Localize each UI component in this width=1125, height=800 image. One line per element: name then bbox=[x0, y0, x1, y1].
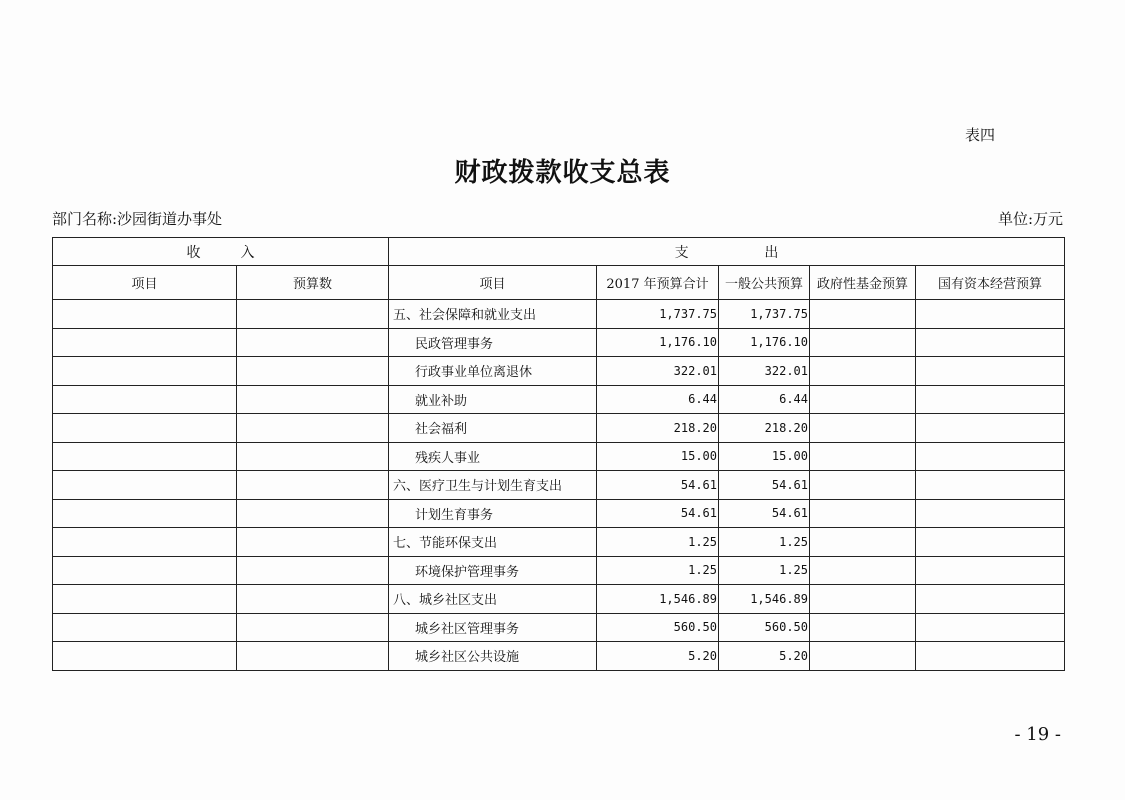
column-header-row bbox=[53, 266, 1065, 300]
general-public-cell: 54.61 bbox=[719, 471, 810, 500]
total-2017-cell: 5.20 bbox=[597, 642, 719, 671]
expense-item-cell: 七、节能环保支出 bbox=[389, 528, 597, 557]
general-public-cell: 1,176.10 bbox=[719, 328, 810, 357]
income-budget-cell bbox=[237, 642, 389, 671]
general-public-cell: 1,737.75 bbox=[719, 300, 810, 329]
table-row bbox=[53, 613, 1065, 642]
expense-item-cell: 行政事业单位离退休 bbox=[389, 357, 597, 386]
total-2017-cell: 1,737.75 bbox=[597, 300, 719, 329]
total-2017-cell: 322.01 bbox=[597, 357, 719, 386]
table-row bbox=[53, 642, 1065, 671]
state-capital-cell bbox=[916, 585, 1065, 614]
expense-item-cell: 城乡社区管理事务 bbox=[389, 613, 597, 642]
table-row bbox=[53, 585, 1065, 614]
state-capital-cell bbox=[916, 613, 1065, 642]
state-capital-cell bbox=[916, 442, 1065, 471]
income-group-header: 收 入 bbox=[53, 238, 389, 266]
income-item-cell bbox=[53, 556, 237, 585]
col-general-public: 一般公共预算 bbox=[719, 266, 810, 300]
state-capital-cell bbox=[916, 328, 1065, 357]
col-income-budget: 预算数 bbox=[237, 266, 389, 300]
general-public-cell: 322.01 bbox=[719, 357, 810, 386]
income-budget-cell bbox=[237, 556, 389, 585]
table-row bbox=[53, 300, 1065, 329]
general-public-cell: 15.00 bbox=[719, 442, 810, 471]
income-item-cell bbox=[53, 642, 237, 671]
expense-group-header: 支 出 bbox=[389, 238, 1065, 266]
total-2017-cell: 1.25 bbox=[597, 528, 719, 557]
table-row bbox=[53, 499, 1065, 528]
income-item-cell bbox=[53, 385, 237, 414]
gov-fund-cell bbox=[810, 528, 916, 557]
expense-item-cell: 环境保护管理事务 bbox=[389, 556, 597, 585]
income-item-cell bbox=[53, 328, 237, 357]
unit-label: 单位:万元 bbox=[997, 210, 1063, 228]
general-public-cell: 54.61 bbox=[719, 499, 810, 528]
gov-fund-cell bbox=[810, 357, 916, 386]
gov-fund-cell bbox=[810, 585, 916, 614]
income-item-cell bbox=[53, 442, 237, 471]
income-budget-cell bbox=[237, 385, 389, 414]
gov-fund-cell bbox=[810, 300, 916, 329]
state-capital-cell bbox=[916, 414, 1065, 443]
general-public-cell: 560.50 bbox=[719, 613, 810, 642]
total-2017-cell: 1,176.10 bbox=[597, 328, 719, 357]
total-2017-cell: 560.50 bbox=[597, 613, 719, 642]
expense-item-cell: 城乡社区公共设施 bbox=[389, 642, 597, 671]
expense-item-cell: 六、医疗卫生与计划生育支出 bbox=[389, 471, 597, 500]
income-budget-cell bbox=[237, 613, 389, 642]
col-total-2017: 2017 年预算合计 bbox=[597, 266, 719, 300]
income-budget-cell bbox=[237, 585, 389, 614]
table-row bbox=[53, 328, 1065, 357]
income-budget-cell bbox=[237, 528, 389, 557]
expense-item-cell: 民政管理事务 bbox=[389, 328, 597, 357]
expense-item-cell: 就业补助 bbox=[389, 385, 597, 414]
income-item-cell bbox=[53, 613, 237, 642]
income-item-cell bbox=[53, 528, 237, 557]
income-item-cell bbox=[53, 357, 237, 386]
expense-item-cell: 社会福利 bbox=[389, 414, 597, 443]
income-budget-cell bbox=[237, 471, 389, 500]
gov-fund-cell bbox=[810, 442, 916, 471]
income-item-cell bbox=[53, 414, 237, 443]
table-row bbox=[53, 442, 1065, 471]
gov-fund-cell bbox=[810, 556, 916, 585]
department-name: 部门名称:沙园街道办事处 bbox=[52, 210, 223, 228]
page-number: - 19 - bbox=[1014, 724, 1061, 745]
state-capital-cell bbox=[916, 357, 1065, 386]
general-public-cell: 5.20 bbox=[719, 642, 810, 671]
gov-fund-cell bbox=[810, 499, 916, 528]
gov-fund-cell bbox=[810, 328, 916, 357]
total-2017-cell: 6.44 bbox=[597, 385, 719, 414]
table-number: 表四 bbox=[964, 126, 995, 144]
table-row bbox=[53, 528, 1065, 557]
col-state-capital: 国有资本经营预算 bbox=[916, 266, 1065, 300]
income-item-cell bbox=[53, 585, 237, 614]
gov-fund-cell bbox=[810, 385, 916, 414]
income-budget-cell bbox=[237, 499, 389, 528]
table-row bbox=[53, 556, 1065, 585]
col-gov-fund: 政府性基金预算 bbox=[810, 266, 916, 300]
expense-item-cell: 五、社会保障和就业支出 bbox=[389, 300, 597, 329]
state-capital-cell bbox=[916, 300, 1065, 329]
income-budget-cell bbox=[237, 328, 389, 357]
general-public-cell: 1.25 bbox=[719, 556, 810, 585]
gov-fund-cell bbox=[810, 414, 916, 443]
total-2017-cell: 218.20 bbox=[597, 414, 719, 443]
general-public-cell: 218.20 bbox=[719, 414, 810, 443]
general-public-cell: 1,546.89 bbox=[719, 585, 810, 614]
income-budget-cell bbox=[237, 357, 389, 386]
gov-fund-cell bbox=[810, 613, 916, 642]
income-item-cell bbox=[53, 499, 237, 528]
state-capital-cell bbox=[916, 471, 1065, 500]
state-capital-cell bbox=[916, 642, 1065, 671]
total-2017-cell: 54.61 bbox=[597, 471, 719, 500]
total-2017-cell: 54.61 bbox=[597, 499, 719, 528]
general-public-cell: 1.25 bbox=[719, 528, 810, 557]
income-item-cell bbox=[53, 300, 237, 329]
expense-item-cell: 计划生育事务 bbox=[389, 499, 597, 528]
total-2017-cell: 1.25 bbox=[597, 556, 719, 585]
total-2017-cell: 1,546.89 bbox=[597, 585, 719, 614]
gov-fund-cell bbox=[810, 642, 916, 671]
table-row bbox=[53, 385, 1065, 414]
group-header-row bbox=[53, 238, 1065, 266]
income-budget-cell bbox=[237, 442, 389, 471]
income-budget-cell bbox=[237, 414, 389, 443]
expense-item-cell: 八、城乡社区支出 bbox=[389, 585, 597, 614]
page-title: 财政拨款收支总表 bbox=[454, 158, 671, 188]
income-item-cell bbox=[53, 471, 237, 500]
state-capital-cell bbox=[916, 556, 1065, 585]
income-budget-cell bbox=[237, 300, 389, 329]
col-expense-item: 项目 bbox=[389, 266, 597, 300]
col-income-item: 项目 bbox=[53, 266, 237, 300]
total-2017-cell: 15.00 bbox=[597, 442, 719, 471]
state-capital-cell bbox=[916, 499, 1065, 528]
table-row bbox=[53, 471, 1065, 500]
expense-item-cell: 残疾人事业 bbox=[389, 442, 597, 471]
budget-table bbox=[52, 237, 1065, 671]
general-public-cell: 6.44 bbox=[719, 385, 810, 414]
table-row bbox=[53, 357, 1065, 386]
table-row bbox=[53, 414, 1065, 443]
state-capital-cell bbox=[916, 385, 1065, 414]
gov-fund-cell bbox=[810, 471, 916, 500]
state-capital-cell bbox=[916, 528, 1065, 557]
